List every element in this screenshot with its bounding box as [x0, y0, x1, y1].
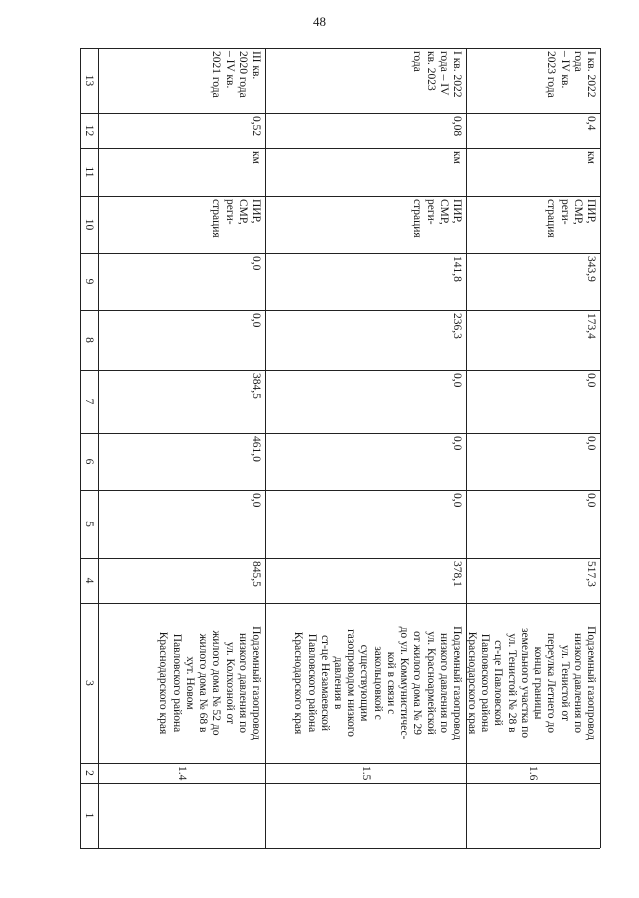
cell-line: ПИР, — [451, 199, 463, 224]
header-cell-13: 13 — [83, 74, 95, 87]
cell-line: низкого давления по — [236, 632, 249, 734]
cell-line: ст-це Павловской — [492, 640, 505, 726]
cell-value: 0,0 — [250, 256, 262, 271]
header-cell-12: 12 — [83, 124, 95, 137]
cell-line: ул. Тенистой № 28 в — [505, 633, 518, 733]
cell-line: существующим — [358, 644, 371, 722]
table-rule — [80, 253, 600, 254]
cell-line: I кв. 2022 — [451, 51, 463, 98]
table-rule — [80, 370, 600, 371]
cell-line: кой в связи с — [384, 651, 397, 715]
unit-label: км — [451, 151, 463, 164]
table-rule — [80, 848, 600, 849]
header-cell-8: 8 — [83, 337, 95, 343]
cell-value: 461,0 — [250, 436, 262, 462]
cell-line: Подземный газопровод — [451, 626, 463, 740]
table-rule — [80, 196, 600, 197]
row-number: 1.6 — [527, 766, 539, 781]
page-number: 48 — [313, 14, 326, 29]
cell-line: кв. 2023 — [424, 51, 437, 91]
cell-line: страция — [411, 199, 424, 238]
cell-line: Павловского района — [170, 633, 183, 733]
cell-line: страция — [210, 199, 223, 238]
cell-line: ул. Колхозной от — [223, 641, 236, 725]
unit-label: км — [250, 151, 262, 164]
cell-line: Павловского района — [305, 633, 318, 733]
cell-line: до ул. Коммунистичес- — [398, 626, 411, 740]
cell-value: 0,0 — [451, 436, 463, 451]
cell-line: III кв. — [250, 51, 262, 80]
header-cell-10: 10 — [83, 218, 95, 231]
cell-line: Подземный газопровод — [250, 626, 262, 740]
cell-value: 384,5 — [250, 373, 262, 399]
cell-line: СМР, — [571, 199, 584, 225]
cell-line: года – IV — [437, 51, 450, 96]
cell-value: 0,0 — [250, 313, 262, 328]
cell-value: 0,0 — [451, 373, 463, 388]
cell-line: конца границы — [532, 646, 545, 720]
cell-line: жилого дома № 52 до — [210, 630, 223, 736]
cell-line: СМР, — [236, 199, 249, 225]
table-rule — [80, 558, 600, 559]
header-cell-5: 5 — [83, 521, 95, 527]
table-rule — [80, 310, 600, 311]
cell-line: ул. Красноармейской — [424, 631, 437, 735]
cell-total: 517,3 — [585, 561, 597, 587]
schedule-period — [544, 51, 597, 110]
table-rule — [98, 48, 99, 848]
rotated-data-table — [80, 48, 600, 848]
header-cell-7: 7 — [83, 398, 95, 405]
schedule-period — [410, 51, 463, 110]
cell-line: газопроводом низкого — [345, 629, 358, 737]
cell-line: года — [571, 51, 584, 72]
work-type — [209, 199, 262, 250]
cell-value: 343,9 — [585, 256, 597, 282]
cell-line: Краснодарского края — [157, 631, 170, 735]
cell-line: от жилого дома № 29 — [411, 630, 424, 736]
cell-line: СМР, — [437, 199, 450, 225]
object-description — [291, 606, 463, 760]
length-value: 0,08 — [451, 116, 463, 137]
cell-total: 845,5 — [250, 561, 262, 587]
cell-line: Краснодарского края — [466, 631, 479, 735]
cell-value: 236,3 — [451, 313, 463, 339]
table-rule — [80, 763, 600, 764]
cell-line: Подземный газопровод — [585, 626, 597, 740]
cell-line: реги- — [558, 199, 571, 225]
table-rule — [600, 48, 601, 848]
object-description — [156, 606, 262, 760]
cell-line: давления в — [332, 656, 345, 710]
table-rule — [80, 113, 600, 114]
cell-line: ст-це Незамаевской — [318, 634, 331, 732]
cell-line: ПИР, — [250, 199, 262, 224]
cell-line: ПИР, — [585, 199, 597, 224]
cell-value: 0,0 — [585, 436, 597, 451]
work-type — [410, 199, 463, 250]
header-cell-11: 11 — [83, 166, 95, 178]
schedule-period — [209, 51, 262, 110]
table-rule — [80, 48, 600, 49]
cell-line: реги- — [223, 199, 236, 225]
header-cell-4: 4 — [83, 577, 95, 584]
table-rule — [80, 603, 600, 604]
header-cell-2: 2 — [83, 770, 95, 776]
header-cell-3: 3 — [83, 680, 95, 686]
row-number: 1.4 — [175, 766, 188, 781]
cell-line: 2023 года — [545, 51, 558, 98]
table-rule — [265, 48, 266, 848]
cell-line: I кв. 2022 — [585, 51, 597, 98]
cell-line: года — [411, 51, 424, 72]
unit-label: км — [585, 151, 597, 164]
table-rule — [80, 783, 600, 784]
cell-value: 141,8 — [451, 256, 463, 282]
cell-line: низкого давления по — [571, 632, 584, 734]
cell-line: – IV кв. — [558, 51, 571, 89]
work-type — [544, 199, 597, 250]
length-value: 0,52 — [250, 116, 262, 137]
cell-line: реги- — [424, 199, 437, 225]
cell-line: жилого дома № 68 в — [197, 633, 210, 733]
cell-line: страция — [545, 199, 558, 238]
header-cell-9: 9 — [83, 278, 95, 285]
cell-value: 0,0 — [585, 493, 597, 508]
table-rule — [80, 433, 600, 434]
header-cell-6: 6 — [83, 458, 95, 465]
cell-line: переулка Летнего до — [545, 633, 558, 733]
row-number: 1.5 — [359, 766, 372, 781]
cell-value: 0,0 — [585, 373, 597, 388]
cell-value: 173,4 — [585, 313, 597, 339]
length-value: 0,4 — [585, 116, 597, 131]
cell-line: – IV кв. — [223, 51, 236, 89]
cell-total: 378,1 — [451, 561, 463, 587]
header-cell-1: 1 — [83, 812, 95, 819]
cell-line: 2020 года — [236, 51, 249, 98]
cell-value: 0,0 — [451, 493, 463, 508]
cell-line: 2021 года — [210, 51, 223, 98]
table-rule — [80, 148, 600, 149]
cell-line: закольцовкой с — [371, 646, 384, 720]
cell-line: низкого давления по — [437, 632, 450, 734]
cell-line: хут. Новом — [183, 656, 196, 710]
cell-line: Павловского района — [479, 633, 492, 733]
object-description — [465, 606, 597, 760]
cell-line: земельного участка по — [518, 627, 531, 739]
cell-value: 0,0 — [250, 493, 262, 508]
cell-line: Краснодарского края — [292, 631, 305, 735]
cell-line: ул. Тенистой от — [558, 644, 571, 722]
table-rule — [80, 490, 600, 491]
